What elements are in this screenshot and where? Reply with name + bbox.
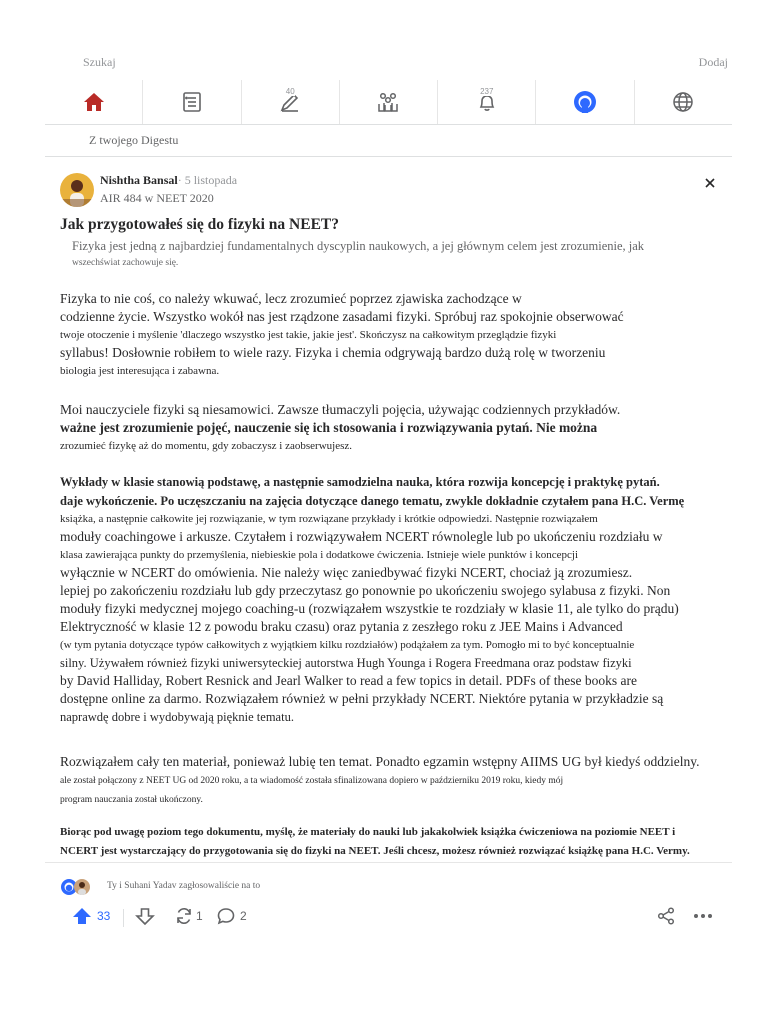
home-icon bbox=[82, 90, 106, 114]
nav-spaces[interactable] bbox=[340, 80, 438, 124]
text-line: zrozumieć fizykę aż do momentu, gdy zobaczysz i zaobserwujesz. bbox=[60, 440, 352, 452]
text-line: Elektryczność w klasie 12 z powodu braku czasu) oraz pytania z zeszłego roku z JEE Mains i Advanced bbox=[60, 619, 623, 634]
nav-language[interactable] bbox=[635, 80, 732, 124]
summary-line: Fizyka jest jedną z najbardziej fundamentalnych dyscyplin naukowych, a jej głównym celem jest zrozumienie, jak bbox=[72, 239, 645, 253]
more-options-button[interactable] bbox=[692, 906, 714, 926]
reshare-count: 1 bbox=[196, 909, 203, 923]
nav-home[interactable] bbox=[45, 80, 143, 124]
text-line: wyłącznie w NCERT do omówienia. Nie należy więc zaniedbywać fizyki NCERT, chociaż ją zrozumiesz. bbox=[60, 565, 633, 580]
author-name[interactable]: Nishtha Bansal bbox=[100, 173, 178, 187]
voters-text[interactable]: Ty i Suhani Yadav zagłosowaliście na to bbox=[107, 881, 261, 891]
answer-summary bbox=[72, 238, 722, 272]
voter-avatars[interactable] bbox=[60, 878, 104, 901]
text-line: książka, a następnie całkowite jej rozwiązanie, w tym rozwiązane przykłady i krótkie odpowiedzi. Następnie rozwiązałem bbox=[60, 513, 598, 525]
close-icon[interactable] bbox=[703, 176, 717, 190]
text-line: silny. Używałem również fizyki uniwersyteckiej autorstwa Hugh Younga i Rogera Freedmana oraz podstaw fizyki bbox=[60, 656, 632, 670]
text-line: program nauczania został ukończony. bbox=[60, 795, 203, 805]
comment-count: 2 bbox=[240, 909, 247, 923]
text-line: dostępne online za darmo. Rozwiązałem również w pełni przykłady NCERT. Niektóre pytania w przykładzie są bbox=[60, 691, 664, 706]
vote-divider bbox=[123, 909, 124, 927]
text-line: Fizyka to nie coś, co należy wkuwać, lecz zrozumieć poprzez zjawiska zachodzące w bbox=[60, 291, 522, 306]
notifications-badge: 237 bbox=[480, 87, 494, 96]
text-line: NCERT jest wystarczający do przygotowania się do fizyki na NEET. Jeśli chcesz, możesz również rozwiązać książkę pana H.C. Vermy. bbox=[60, 845, 690, 857]
text-line: Moi nauczyciele fizyki są niesamowici. Zawsze tłumaczyli pojęcia, używając codziennych przykładów. bbox=[60, 402, 621, 417]
nav-answer[interactable] bbox=[242, 80, 340, 124]
text-line: ale został połączony z NEET UG od 2020 roku, a ta wiadomość została sfinalizowana dopiero w październiku 2019 roku, kiedy mój bbox=[60, 776, 564, 786]
paragraph-3 bbox=[60, 473, 750, 726]
following-icon bbox=[180, 90, 204, 114]
globe-icon bbox=[671, 90, 695, 114]
nav-notifications[interactable] bbox=[438, 80, 536, 124]
upvote-icon bbox=[72, 906, 92, 926]
spaces-icon bbox=[376, 90, 400, 114]
nav-following[interactable] bbox=[143, 80, 241, 124]
add-button[interactable]: Dodaj bbox=[698, 55, 728, 69]
text-line: by David Halliday, Robert Resnick and Jearl Walker to read a few topics in detail. PDFs of these books are bbox=[60, 673, 638, 688]
action-bar bbox=[60, 904, 720, 928]
text-line: syllabus! Dosłownie robiłem to wiele razy. Fizyka i chemia odgrywają bardzo dużą rolę w tworzeniu bbox=[60, 345, 606, 360]
paragraph-5 bbox=[60, 823, 750, 861]
text-line: (w tym pytania dotyczące typów całkowitych z wyjątkiem kilku rozdziałów) podążałem za tym. Pomogło mi to być konceptualnie bbox=[60, 639, 635, 651]
text-line: Wykłady w klasie stanowią podstawę, a następnie samodzielna nauka, która rozwija koncepcję i praktykę pytań. bbox=[60, 475, 660, 489]
author-avatar[interactable] bbox=[60, 173, 94, 207]
text-line: daje wykończenie. Po uczęszczaniu na zajęcia dotyczące danego tematu, zwykle dokładnie czytałem pana H.C. Vermę bbox=[60, 494, 685, 508]
post-date[interactable]: · 5 listopada bbox=[177, 173, 238, 187]
question-title[interactable]: Jak przygotowałeś się do fizyki na NEET? bbox=[60, 216, 340, 233]
more-icon bbox=[692, 906, 714, 926]
downvote-button[interactable] bbox=[135, 906, 155, 926]
text-line: lepiej po zakończeniu rozdziału lub gdy przeczytasz go ponownie po ukończeniu swojego sylabusa z fizyki. Non bbox=[60, 583, 671, 598]
text-line: biologia jest interesująca i zabawna. bbox=[60, 365, 220, 377]
text-line: ważne jest zrozumienie pojęć, nauczenie się ich stosowania i rozwiązywania pytań. Nie można bbox=[60, 420, 598, 435]
paragraph-4 bbox=[60, 753, 750, 809]
paragraph-2 bbox=[60, 401, 750, 455]
footer-divider bbox=[45, 862, 732, 863]
text-line: moduły fizyki medycznej mojego coaching-u (rozwiązałem wszystkie te rozdziały w klasie 11, ale tylko do prądu) bbox=[60, 601, 679, 616]
text-line: twoje otoczenie i myślenie 'dlaczego wszystko jest takie, jakie jest'. Skończysz na całkowitym przeglądzie fizyki bbox=[60, 329, 557, 341]
comment-button[interactable] bbox=[216, 906, 247, 926]
text-line: moduły coachingowe i arkusze. Czytałem i rozwiązywałem NCERT równolegle lub po ukończeniu rozdziału w bbox=[60, 529, 663, 544]
share-icon bbox=[656, 906, 676, 926]
downvote-icon bbox=[135, 906, 155, 926]
upvote-button[interactable] bbox=[72, 906, 110, 926]
comment-icon bbox=[216, 906, 236, 926]
answer-badge: 40 bbox=[285, 87, 295, 96]
reshare-icon bbox=[174, 906, 194, 926]
author-credential: AIR 484 w NEET 2020 bbox=[100, 191, 214, 205]
summary-line: wszechświat zachowuje się. bbox=[72, 258, 179, 268]
nav-profile[interactable] bbox=[536, 80, 634, 124]
main-nav bbox=[45, 80, 732, 125]
card-divider bbox=[45, 156, 732, 157]
upvote-count: 33 bbox=[97, 909, 111, 923]
paragraph-1 bbox=[60, 290, 750, 380]
text-line: klasa zawierająca punkty do przemyślenia, niebieskie pola i dodatkowe ćwiczenia. Istnieje wiele punktów i koncepcji bbox=[60, 549, 579, 561]
share-button[interactable] bbox=[656, 906, 676, 926]
text-line: Rozwiązałem cały ten materiał, ponieważ lubię ten temat. Ponadto egzamin wstępny AIIMS UG był kiedyś oddzielny. bbox=[60, 754, 700, 769]
share-count-button[interactable] bbox=[174, 906, 203, 926]
author-line bbox=[100, 173, 237, 188]
profile-icon bbox=[573, 90, 597, 114]
search-input[interactable]: Szukaj bbox=[83, 55, 116, 69]
text-line: Biorąc pod uwagę poziom tego dokumentu, myślę, że materiały do nauki lub jakakolwiek książka ćwiczeniowa na poziomie NEET i bbox=[60, 826, 676, 838]
text-line: codzienne życie. Wszystko wokół nas jest rządzone zasadami fizyki. Spróbuj raz spokojnie obserwować bbox=[60, 309, 624, 324]
digest-label: Z twojego Digestu bbox=[89, 133, 179, 147]
text-line: naprawdę dobre i wydobywają pięknie tematu. bbox=[60, 710, 294, 724]
